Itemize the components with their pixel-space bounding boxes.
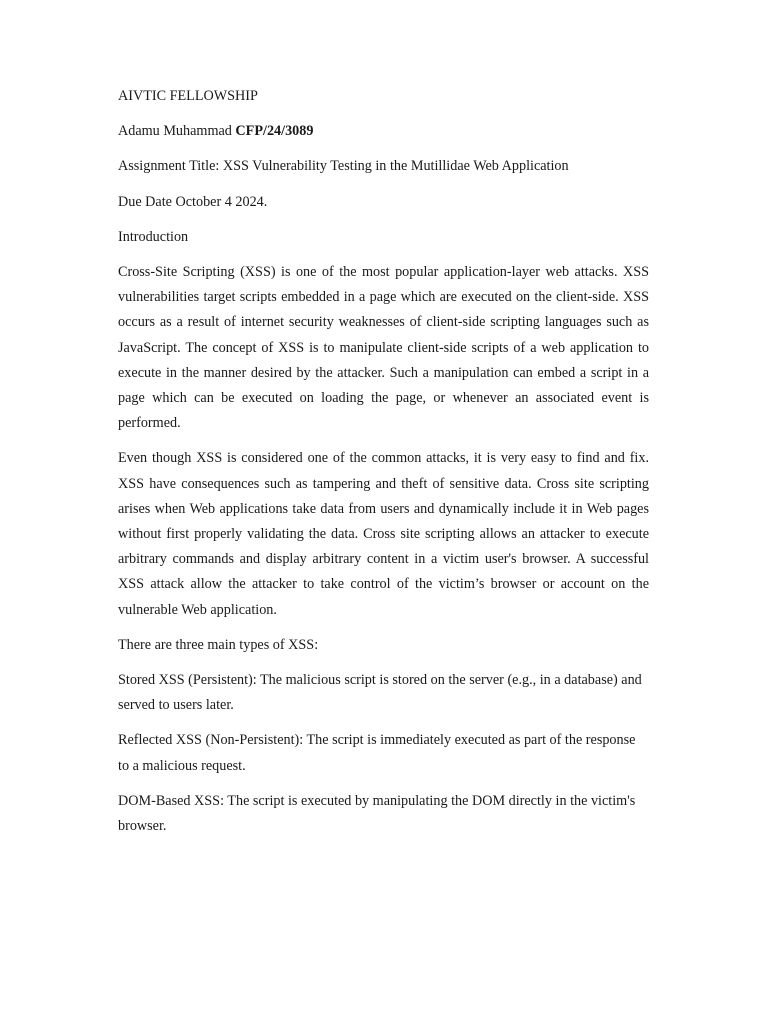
due-date: Due Date October 4 2024.: [118, 193, 268, 210]
author-line: [118, 119, 649, 144]
assignment-title: Assignment Title: XSS Vulnerability Testing in the Mutillidae Web Application: [118, 158, 569, 175]
xss-type-reflected: Reflected XSS (Non-Persistent): The script is immediately executed as part of the response to a malicious request.: [118, 732, 636, 774]
intro-paragraph-1: Cross-Site Scripting (XSS) is one of the most popular application-layer web attacks. XSS vulnerabilities target scripts embedded in a page which are executed on the client-side. XSS occurs as a result of internet security weaknesses of client-side scripting languages such as JavaScript. The concept of XSS is to manipulate client-side scripts of a web application to execute in the manner desired by the attacker. Such a manipulation can embed a script in a page which can be executed on loading the page, or whenever an associated event is performed.: [118, 264, 649, 432]
xss-type-dom: DOM-Based XSS: The script is executed by manipulating the DOM directly in the victim's browser.: [118, 792, 636, 835]
document-page: [118, 84, 649, 849]
section-heading: Introduction: [118, 228, 189, 245]
intro-paragraph-2: Even though XSS is considered one of the common attacks, it is very easy to find and fix. XSS have consequences such as tampering and theft of sensitive data. Cross site scripting arises when Web applications take data from users and dynamically include it in Web pages without first properly validating the data. Cross site scripting allows an attacker to execute arbitrary commands and display arbitrary content in a victim user's browser. A successful XSS attack allow the attacker to take control of the victim’s browser or account on the vulnerable Web application.: [118, 450, 649, 618]
program-title: AIVTIC FELLOWSHIP: [118, 88, 258, 104]
xss-type-stored: Stored XSS (Persistent): The malicious script is stored on the server (e.g., in a database) and served to users later.: [118, 672, 642, 714]
types-intro: There are three main types of XSS:: [118, 636, 319, 653]
author-id: CFP/24/3089: [235, 123, 314, 140]
author-name: Adamu Muhammad: [118, 123, 232, 140]
